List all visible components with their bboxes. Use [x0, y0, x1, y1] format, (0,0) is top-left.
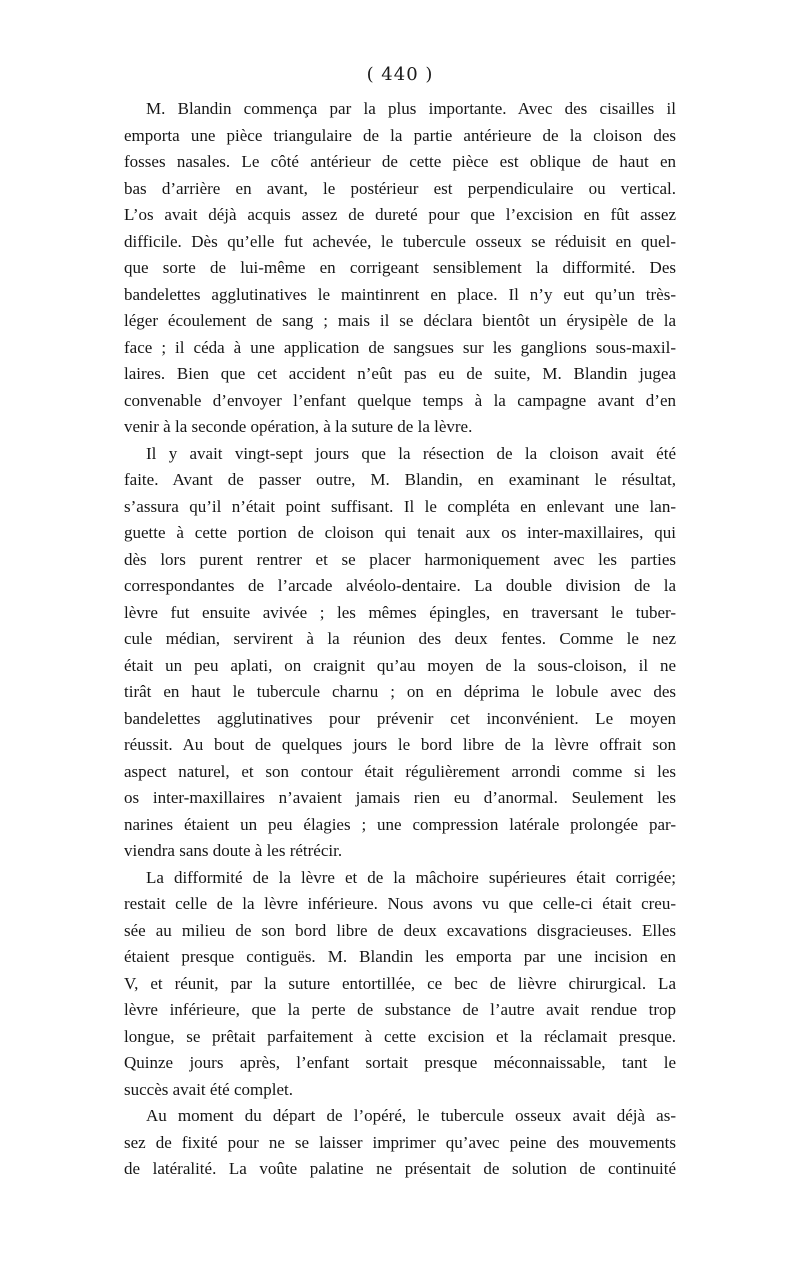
- text-line: laires. Bien que cet accident n’eût pas eu de suite, M. Blandin jugea: [124, 364, 676, 383]
- text-line: fosses nasales. Le côté antérieur de cette pièce est oblique de haut en: [124, 152, 676, 171]
- text-line: cule médian, servirent à la réunion des deux fentes. Comme le nez: [124, 629, 676, 648]
- text-line: bas d’arrière en avant, le postérieur est perpendiculaire ou vertical.: [124, 178, 676, 198]
- paragraph-2: [124, 441, 676, 865]
- text-line: Quinze jours après, l’enfant sortait presque méconnaissable, tant le: [124, 1053, 676, 1072]
- text-line: narines étaient un peu élagies ; une compression latérale prolongée par-: [124, 814, 676, 834]
- text-line: faite. Avant de passer outre, M. Blandin, en examinant le résultat,: [124, 470, 676, 489]
- text-line: restait celle de la lèvre inférieure. Nous avons vu que celle-ci était creu-: [124, 894, 676, 913]
- text-line: sée au milieu de son bord libre de deux excavations disgracieuses. Elles: [124, 920, 676, 940]
- text-line: L’os avait déjà acquis assez de dureté pour que l’excision en fût assez: [124, 205, 676, 224]
- text-line: tirât en haut le tubercule charnu ; on en déprima le lobule avec des: [124, 682, 676, 701]
- text-line: que sorte de lui-même en corrigeant sensiblement la difformité. Des: [124, 258, 676, 277]
- text-line: bandelettes agglutinatives pour prévenir cet inconvénient. Le moyen: [124, 708, 676, 728]
- paragraph-1: [124, 96, 676, 441]
- text-line: s’assura qu’il n’était point suffisant. Il le compléta en enlevant une lan-: [124, 496, 676, 516]
- text-line: était un peu aplati, on craignit qu’au moyen de la sous-cloison, il ne: [124, 655, 676, 675]
- text-line: correspondantes de l’arcade alvéolo-dentaire. La double division de la: [124, 576, 676, 595]
- text-line: venir à la seconde opération, à la suture de la lèvre.: [124, 417, 473, 436]
- text-line: bandelettes agglutinatives le maintinrent en place. Il n’y eut qu’un très-: [124, 284, 676, 304]
- text-line: lèvre fut ensuite avivée ; les mêmes épingles, en traversant le tuber-: [124, 602, 676, 622]
- text-line: La difformité de la lèvre et de la mâchoire supérieures était corrigée;: [146, 867, 676, 887]
- text-line: convenable d’envoyer l’enfant quelque temps à la campagne avant d’en: [124, 390, 676, 410]
- text-line: succès avait été complet.: [124, 1079, 293, 1099]
- text-line: os inter-maxillaires n’avaient jamais rien eu d’anormal. Seulement les: [124, 788, 676, 807]
- text-line: léger écoulement de sang ; mais il se déclara bientôt un érysipèle de la: [124, 311, 676, 330]
- text-line: Au moment du départ de l’opéré, le tubercule osseux avait déjà as-: [146, 1106, 676, 1125]
- text-line: viendra sans doute à les rétrécir.: [124, 841, 343, 860]
- page-number: ( 440 ): [366, 64, 434, 85]
- text-line: V, et réunit, par la suture entortillée, ce bec de lièvre chirurgical. La: [124, 973, 676, 993]
- text-line: face ; il céda à une application de sangsues sur les ganglions sous-maxil-: [124, 337, 676, 357]
- text-line: emporta une pièce triangulaire de la partie antérieure de la cloison des: [124, 125, 676, 145]
- text-line: M. Blandin commença par la plus importante. Avec des cisailles il: [146, 99, 676, 118]
- text-line: lèvre inférieure, que la perte de substance de l’autre avait rendue trop: [124, 1000, 676, 1019]
- body-text: [124, 96, 676, 1183]
- text-line: guette à cette portion de cloison qui tenait aux os inter-maxillaires, qui: [124, 523, 676, 542]
- text-line: de latéralité. La voûte palatine ne présentait de solution de continuité: [124, 1159, 676, 1178]
- text-line: aspect naturel, et son contour était régulièrement arrondi comme si les: [124, 761, 676, 781]
- text-line: difficile. Dès qu’elle fut achevée, le tubercule osseux se réduisit en quel-: [124, 231, 676, 251]
- text-line: longue, se prêtait parfaitement à cette excision et la réclamait presque.: [124, 1026, 676, 1046]
- text-line: réussit. Au bout de quelques jours le bord libre de la lèvre offrait son: [124, 735, 676, 754]
- text-line: Il y avait vingt-sept jours que la résection de la cloison avait été: [146, 443, 676, 463]
- paragraph-3: [124, 865, 676, 1104]
- text-line: sez de fixité pour ne se laisser imprimer qu’avec peine des mouvements: [124, 1132, 676, 1152]
- text-line: étaient presque contiguës. M. Blandin les emporta par une incision en: [124, 947, 676, 966]
- paragraph-4: [124, 1103, 676, 1183]
- text-line: dès lors purent rentrer et se placer harmoniquement avec les parties: [124, 549, 676, 569]
